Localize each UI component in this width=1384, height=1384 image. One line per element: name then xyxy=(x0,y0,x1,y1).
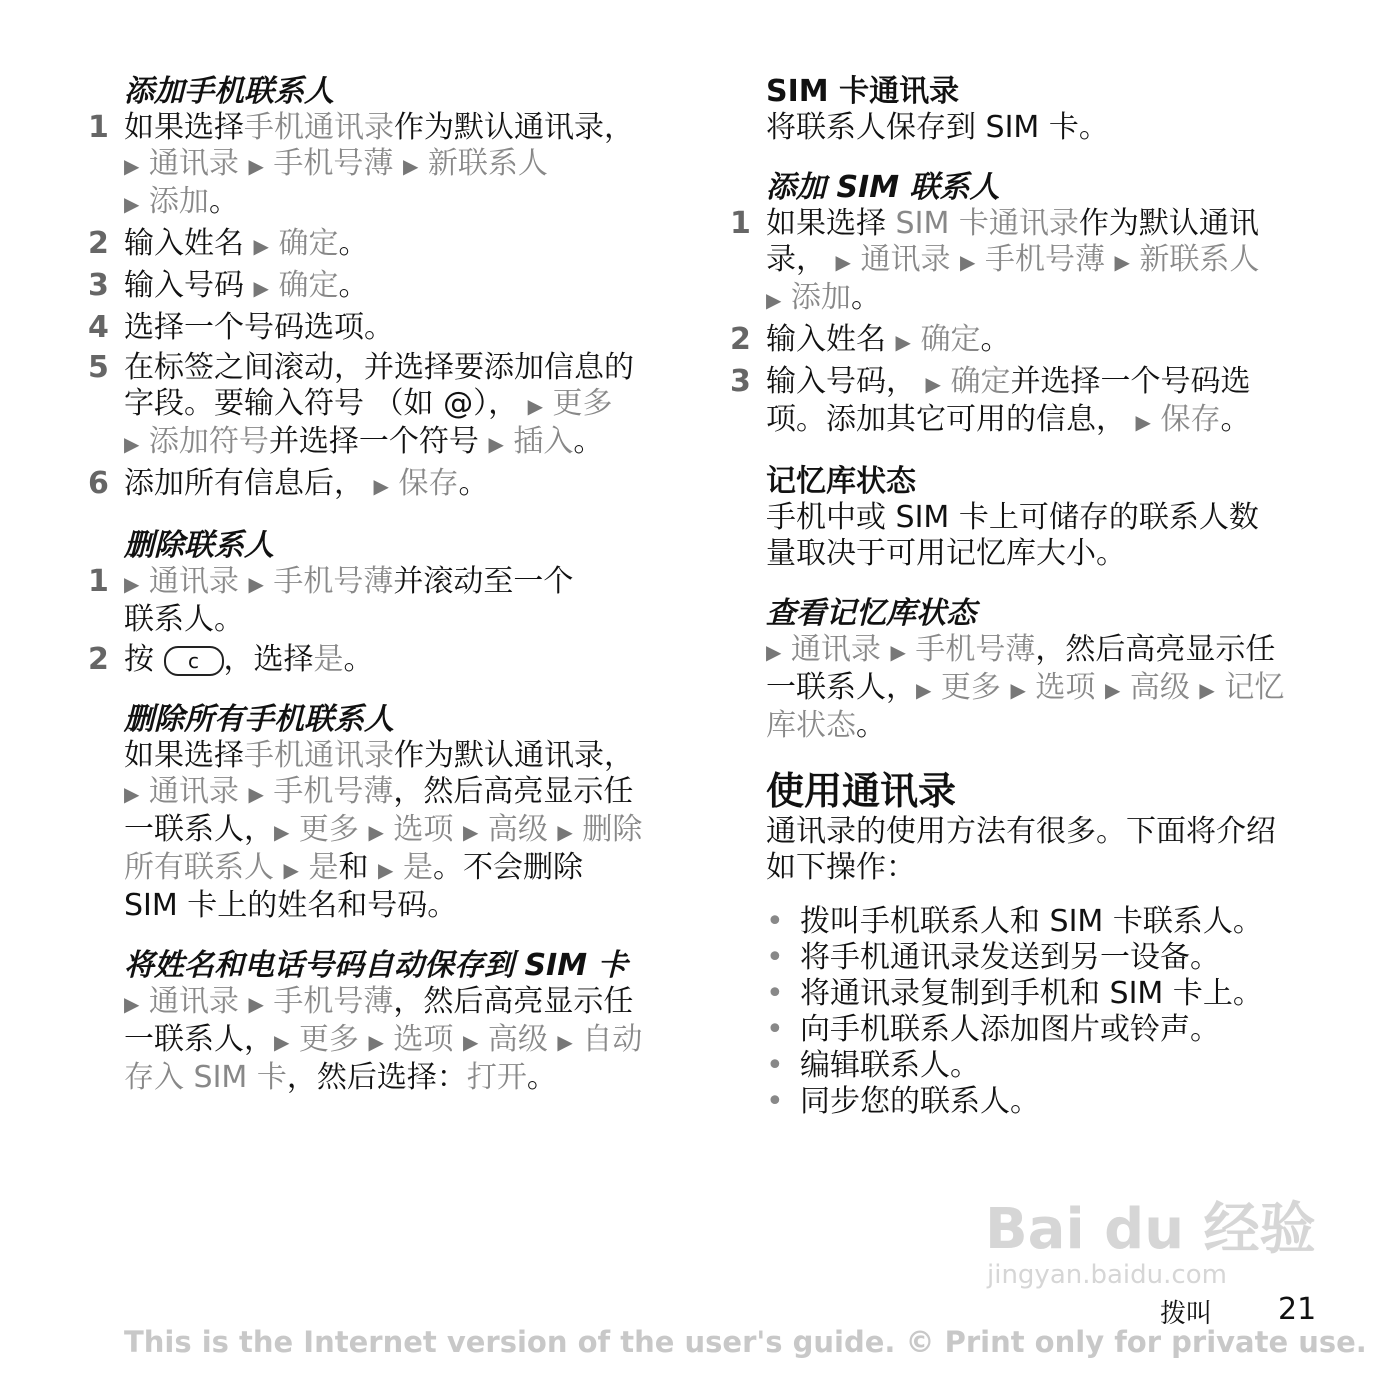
menu-path-text: 手机号薄 xyxy=(975,242,1115,277)
heading-view-memory: 查看记忆库状态 xyxy=(766,596,976,631)
bullet-item xyxy=(766,940,1330,976)
step-item xyxy=(88,350,688,462)
menu-path-text: 通讯录 xyxy=(850,242,961,277)
steps-add-sim-contact xyxy=(730,206,1330,440)
body-text: 添加所有信息后， xyxy=(124,466,374,501)
body-text: 作为默认通讯 xyxy=(1078,206,1259,241)
bullet-item xyxy=(766,1012,1330,1048)
body-text: 一联系人， xyxy=(766,670,916,705)
arrow-icon: ▶ xyxy=(916,678,932,702)
step-item xyxy=(88,642,688,678)
text-use-intro-2: 如下操作： xyxy=(766,850,916,885)
menu-path-text: 手机号薄 xyxy=(905,632,1036,667)
bullet-item xyxy=(766,1048,1330,1084)
arrow-icon: ▶ xyxy=(402,154,419,178)
menu-path-text: 确定 xyxy=(268,268,339,303)
step-item xyxy=(88,110,688,222)
arrow-icon: ▶ xyxy=(253,276,269,300)
body-text: 。 xyxy=(338,268,369,303)
text-memory-status-1: 手机中或 SIM 卡上可储存的联系人数 xyxy=(766,500,1259,535)
body-text: 。 xyxy=(980,322,1011,357)
body-text: 。 xyxy=(208,184,239,219)
text-autosave-sim xyxy=(88,984,688,1096)
menu-path-text: 是 xyxy=(298,850,339,885)
arrow-icon: ▶ xyxy=(248,154,264,178)
body-text: 。 xyxy=(338,226,369,261)
menu-path-text: 保存 xyxy=(388,466,459,501)
watermark-url: jingyan.baidu.com xyxy=(987,1260,1227,1290)
arrow-icon: ▶ xyxy=(1199,678,1215,702)
bullet-icon: • xyxy=(766,1048,784,1083)
menu-path-text: 库状态 xyxy=(766,708,856,743)
menu-path-text: 记忆 xyxy=(1214,670,1285,705)
step-item xyxy=(730,364,1330,440)
step-item xyxy=(88,226,688,264)
step-text xyxy=(766,206,1259,315)
body-text: 在标签之间滚动，并选择要添加信息的 xyxy=(124,350,634,385)
bullet-item xyxy=(766,904,1330,940)
step-number: 2 xyxy=(88,642,109,677)
arrow-icon: ▶ xyxy=(527,394,543,418)
arrow-icon: ▶ xyxy=(124,154,140,178)
bullet-text: 将手机通讯录发送到另一设备。 xyxy=(800,940,1220,975)
body-text: 。 xyxy=(343,642,374,677)
arrow-icon: ▶ xyxy=(462,1030,479,1054)
section-view-memory xyxy=(730,596,1330,744)
arrow-icon: ▶ xyxy=(373,474,389,498)
menu-path-text: 通讯录 xyxy=(781,632,891,667)
body-text: 输入姓名 xyxy=(124,226,254,261)
arrow-icon: ▶ xyxy=(488,432,504,456)
body-text: 和 xyxy=(338,850,379,885)
step-item xyxy=(88,466,688,504)
arrow-icon: ▶ xyxy=(283,858,299,882)
body-text: 录， xyxy=(766,242,836,277)
body-text: 。不会删除 xyxy=(432,850,583,885)
step-number: 2 xyxy=(88,226,109,261)
bullet-icon: • xyxy=(766,976,784,1011)
step-text xyxy=(124,466,488,501)
body-text: 。 xyxy=(526,1060,557,1095)
heading-delete-all: 删除所有手机联系人 xyxy=(124,702,394,737)
bullet-icon: • xyxy=(766,940,784,975)
menu-path-text: 新联系人 xyxy=(418,146,548,181)
step-text xyxy=(766,322,1010,357)
body-text: 并选择一个符号 xyxy=(268,424,489,459)
arrow-icon: ▶ xyxy=(462,820,479,844)
bullet-icon: • xyxy=(766,904,784,939)
arrow-icon: ▶ xyxy=(766,288,782,312)
arrow-icon: ▶ xyxy=(557,1030,573,1054)
text-sim-book: 将联系人保存到 SIM 卡。 xyxy=(766,110,1109,145)
text-use-intro-1: 通讯录的使用方法有很多。下面将介绍 xyxy=(766,814,1276,849)
section-use-contacts xyxy=(730,768,1330,1120)
body-text: 如果选择 xyxy=(124,738,244,773)
bullet-item xyxy=(766,976,1330,1012)
body-text: 并滚动至一个 xyxy=(393,564,574,599)
steps-add-phone-contact xyxy=(88,110,688,504)
menu-path-text: 更多 xyxy=(543,386,613,421)
steps-delete-contact xyxy=(88,564,688,678)
body-text: 一联系人， xyxy=(124,1022,274,1057)
step-number: 3 xyxy=(730,364,751,399)
arrow-icon: ▶ xyxy=(248,992,264,1016)
arrow-icon: ▶ xyxy=(925,372,941,396)
watermark-brand: Bai du 经验 xyxy=(985,1197,1316,1262)
step-text xyxy=(124,350,634,459)
menu-path-text: 手机号薄 xyxy=(263,984,394,1019)
step-number: 4 xyxy=(88,310,109,345)
body-text: ，选择 xyxy=(223,642,314,677)
menu-path-text: 手机通讯录 xyxy=(244,110,394,145)
body-text: SIM 卡上的姓名和号码。 xyxy=(124,888,458,923)
menu-path-text: 更多 xyxy=(289,1022,369,1057)
body-text: 选择一个号码选项。 xyxy=(124,310,394,345)
body-text: 联系人。 xyxy=(124,602,244,637)
arrow-icon: ▶ xyxy=(1104,678,1121,702)
body-text: 项。添加其它可用的信息， xyxy=(766,402,1136,437)
menu-path-text: 手机通讯录 xyxy=(244,738,394,773)
menu-path-text: 选项 xyxy=(1025,670,1105,705)
body-text: 如果选择 xyxy=(124,110,244,145)
section-delete-all xyxy=(88,702,688,924)
step-number: 6 xyxy=(88,466,109,501)
arrow-icon: ▶ xyxy=(1114,250,1130,274)
body-text: 一联系人， xyxy=(124,812,274,847)
body-text: 。 xyxy=(573,424,604,459)
menu-path-text: 插入 xyxy=(503,424,574,459)
menu-path-text: 确定 xyxy=(940,364,1011,399)
heading-delete-contact: 删除联系人 xyxy=(124,528,274,563)
menu-path-text: 高级 xyxy=(1120,670,1200,705)
menu-path-text: 选项 xyxy=(383,1022,463,1057)
step-text xyxy=(124,110,634,219)
body-text: 。 xyxy=(458,466,489,501)
step-text xyxy=(124,226,368,261)
step-item xyxy=(88,564,688,638)
body-text: 。 xyxy=(1220,402,1251,437)
heading-autosave-sim: 将姓名和电话号码自动保存到 SIM 卡 xyxy=(124,948,628,983)
menu-path-text: 新联系人 xyxy=(1129,242,1260,277)
step-item xyxy=(88,268,688,306)
heading-memory-status: 记忆库状态 xyxy=(766,464,916,499)
heading-use-contacts: 使用通讯录 xyxy=(766,769,957,813)
step-number: 2 xyxy=(730,322,751,357)
menu-path-text: 高级 xyxy=(478,1022,558,1057)
body-text: 输入号码， xyxy=(766,364,926,399)
arrow-icon: ▶ xyxy=(1010,678,1026,702)
menu-path-text: 确定 xyxy=(910,322,981,357)
bullet-item xyxy=(766,1084,1330,1120)
section-add-phone-contact xyxy=(88,74,688,504)
heading-add-sim-contact: 添加 SIM 联系人 xyxy=(766,170,1000,205)
arrow-icon: ▶ xyxy=(124,192,140,216)
arrow-icon: ▶ xyxy=(895,330,911,354)
bullet-icon: • xyxy=(766,1084,784,1119)
step-number: 1 xyxy=(88,110,109,145)
arrow-icon: ▶ xyxy=(960,250,976,274)
menu-path-text: 添加符号 xyxy=(139,424,269,459)
arrow-icon: ▶ xyxy=(766,640,782,664)
footer-note: This is the Internet version of the user's guide. © Print only for private use. xyxy=(124,1325,1367,1359)
bullet-list xyxy=(730,904,1330,1120)
step-item xyxy=(88,310,688,346)
menu-path-text: 通讯录 xyxy=(139,564,249,599)
menu-path-text: 通讯录 xyxy=(139,774,249,809)
page-number: 21 xyxy=(1278,1292,1317,1327)
body-text: 作为默认通讯录， xyxy=(394,738,634,773)
body-text: 输入号码 xyxy=(124,268,254,303)
section-sim-book xyxy=(730,74,1330,146)
section-memory-status xyxy=(730,464,1330,572)
body-text: ，然后选择： xyxy=(286,1060,467,1095)
arrow-icon: ▶ xyxy=(248,572,264,596)
arrow-icon: ▶ xyxy=(124,432,140,456)
footer-section-label: 拨叫 xyxy=(1160,1299,1213,1329)
section-add-sim-contact xyxy=(730,170,1330,440)
arrow-icon: ▶ xyxy=(368,1030,384,1054)
bullet-text: 向手机联系人添加图片或铃声。 xyxy=(800,1012,1220,1047)
text-memory-status-2: 量取决于可用记忆库大小。 xyxy=(766,536,1126,571)
arrow-icon: ▶ xyxy=(274,1030,290,1054)
arrow-icon: ▶ xyxy=(557,820,573,844)
text-delete-all xyxy=(88,738,688,924)
heading-sim-book: SIM 卡通讯录 xyxy=(766,74,960,109)
body-text: 输入姓名 xyxy=(766,322,896,357)
step-text xyxy=(124,310,394,345)
c-key-icon: c xyxy=(164,646,224,676)
bullet-icon: • xyxy=(766,1012,784,1047)
bullet-text: 拨叫手机联系人和 SIM 卡联系人。 xyxy=(800,904,1263,939)
arrow-icon: ▶ xyxy=(378,858,394,882)
step-text xyxy=(124,642,374,677)
section-autosave-sim xyxy=(88,948,688,1096)
body-text: 如果选择 xyxy=(766,206,896,241)
bullet-text: 同步您的联系人。 xyxy=(800,1084,1040,1119)
step-text xyxy=(766,364,1250,437)
step-number: 1 xyxy=(730,206,751,241)
step-text xyxy=(124,564,573,637)
text-view-memory xyxy=(730,632,1330,744)
body-text: ，然后高亮显示任 xyxy=(393,774,634,809)
menu-path-text: SIM 卡通讯录 xyxy=(895,206,1079,241)
menu-path-text: 更多 xyxy=(931,670,1011,705)
step-number: 1 xyxy=(88,564,109,599)
body-text: 。 xyxy=(850,280,881,315)
menu-path-text: 选项 xyxy=(383,812,463,847)
menu-path-text: 打开 xyxy=(466,1060,527,1095)
step-number: 5 xyxy=(88,350,109,385)
menu-path-text: 手机号薄 xyxy=(263,564,394,599)
body-text: 作为默认通讯录， xyxy=(394,110,634,145)
step-item xyxy=(730,206,1330,318)
body-text: 并选择一个号码选 xyxy=(1010,364,1251,399)
menu-path-text: 更多 xyxy=(289,812,369,847)
menu-path-text: 删除 xyxy=(572,812,643,847)
menu-path-text: 添加 xyxy=(139,184,209,219)
menu-path-text: 手机号薄 xyxy=(263,146,403,181)
menu-path-text: 高级 xyxy=(478,812,558,847)
bullet-text: 将通讯录复制到手机和 SIM 卡上。 xyxy=(800,976,1263,1011)
right-column xyxy=(730,74,1330,1144)
menu-path-text: 确定 xyxy=(268,226,339,261)
left-column xyxy=(88,74,688,1120)
menu-path-text: 所有联系人 xyxy=(124,850,284,885)
arrow-icon: ▶ xyxy=(124,782,140,806)
body-text: ，然后高亮显示任 xyxy=(393,984,634,1019)
menu-path-text: 添加 xyxy=(781,280,851,315)
menu-path-text: 存入 SIM 卡 xyxy=(124,1060,287,1095)
arrow-icon: ▶ xyxy=(890,640,906,664)
arrow-icon: ▶ xyxy=(124,572,140,596)
body-text: 字段。要输入符号 （如 @）， xyxy=(124,386,528,421)
arrow-icon: ▶ xyxy=(1135,410,1151,434)
menu-path-text: 通讯录 xyxy=(139,146,249,181)
arrow-icon: ▶ xyxy=(248,782,264,806)
arrow-icon: ▶ xyxy=(835,250,851,274)
menu-path-text: 手机号薄 xyxy=(263,774,394,809)
arrow-icon: ▶ xyxy=(368,820,384,844)
heading-add-phone-contact: 添加手机联系人 xyxy=(124,74,334,109)
step-text xyxy=(124,268,368,303)
bullet-text: 编辑联系人。 xyxy=(800,1048,980,1083)
menu-path-text: 是 xyxy=(393,850,433,885)
arrow-icon: ▶ xyxy=(253,234,269,258)
body-text: 。 xyxy=(856,708,886,743)
menu-path-text: 自动 xyxy=(572,1022,643,1057)
baidu-watermark xyxy=(985,1197,1316,1290)
step-number: 3 xyxy=(88,268,109,303)
body-text: ，然后高亮显示任 xyxy=(1035,632,1276,667)
arrow-icon: ▶ xyxy=(124,992,140,1016)
menu-path-text: 通讯录 xyxy=(139,984,249,1019)
body-text: 按 xyxy=(124,642,164,677)
menu-path-text: 保存 xyxy=(1150,402,1221,437)
section-delete-contact xyxy=(88,528,688,678)
menu-path-text: 是 xyxy=(313,642,344,677)
arrow-icon: ▶ xyxy=(274,820,290,844)
step-item xyxy=(730,322,1330,360)
